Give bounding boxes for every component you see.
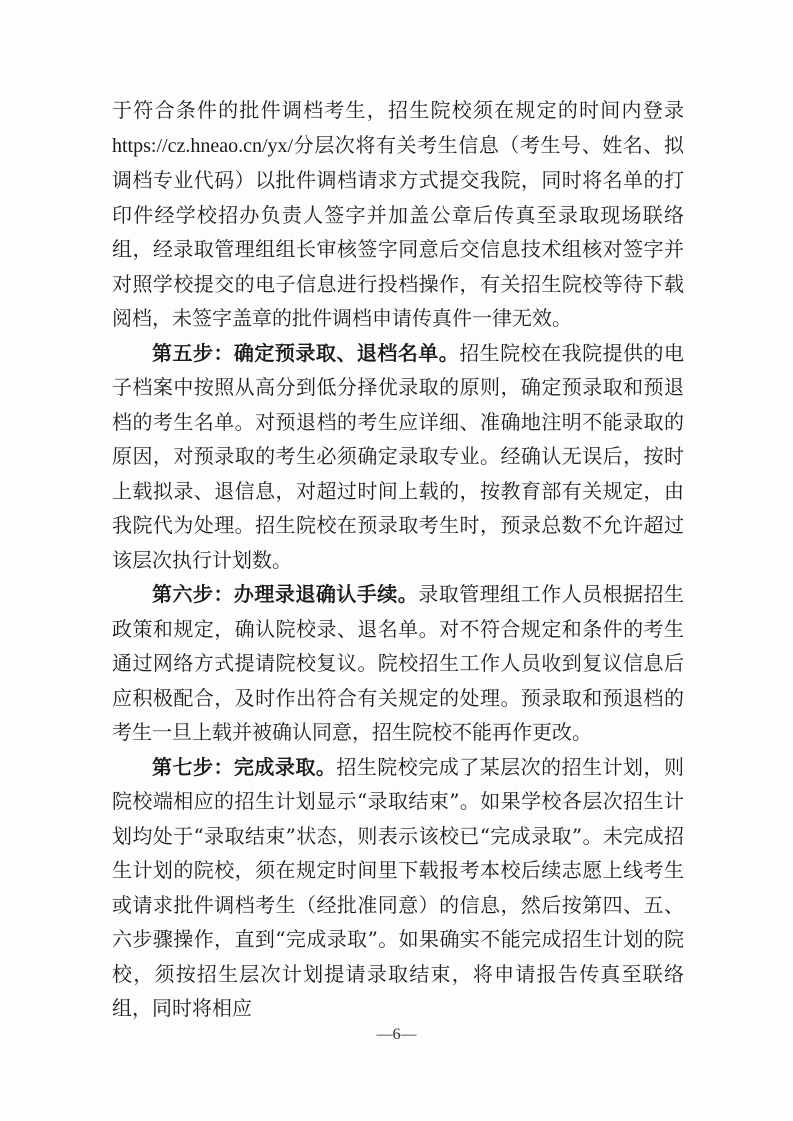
step-title: 第七步：完成录取。 [152, 754, 337, 779]
url-text: https://cz.hneao.cn/yx/ [112, 134, 294, 157]
paragraph [112, 750, 684, 1026]
paragraph-text: 招生院校在我院提供的电子档案中按照从高分到低分择优录取的原则，确定预录取和预退档的考生名单。对预退档的考生应详细、准确地注明不能录取的原因，对预录取的考生必须确定录取专业。经确认无误后，按时上载拟录、退信息，对超过时间上载的，按教育部有关规定，由我院代为处理。招生院校在预录取考生时，预录总数不允许超过该层次执行计划数。 [112, 340, 685, 572]
paragraph-text: 招生院校完成了某层次的招生计划，则院校端相应的招生计划显示“录取结束”。如果学校各层次招生计划均处于“录取结束”状态，则表示该校已“完成录取”。未完成招生计划的院校，须在规定时间里下载报考本校后续志愿上线考生或请求批件调档考生（经批准同意）的信息，然后按第四、五、六步骤操作，直到“完成录取”。如果确实不能完成招生计划的院校，须按招生层次计划提请录取结束，将申请报告传真至联络组，同时将相应 [112, 754, 685, 1020]
paragraph-text: 于符合条件的批件调档考生，招生院校须在规定的时间内登录 [112, 98, 684, 122]
paragraph [112, 93, 684, 336]
document-body [112, 93, 684, 1026]
page-number: —6— [376, 1026, 417, 1043]
paragraph-text: 分层次将有关考生信息（考生号、姓名、拟调档专业代码）以批件调档请求方式提交我院，同时将名单的打印件经学校招办负责人签字并加盖公章后传真至录取现场联络组，经录取管理组组长审核签字同意后交信息技术组核对签字并对照学校提交的电子信息进行投档操作，有关招生院校等待下载阅档，未签字盖章的批件调档申请传真件一律无效。 [112, 132, 684, 330]
paragraph-text: 录取管理组工作人员根据招生政策和规定，确认院校录、退名单。对不符合规定和条件的考生通过网络方式提请院校复议。院校招生工作人员收到复议信息后应积极配合，及时作出符合有关规定的处理。预录取和预退档的考生一旦上载并被确认同意，招生院校不能再作更改。 [112, 582, 685, 744]
paragraph [112, 336, 684, 578]
step-title: 第五步：确定预录取、退档名单。 [152, 340, 460, 365]
step-title: 第六步：办理录退确认手续。 [152, 582, 419, 606]
paragraph [112, 577, 684, 750]
